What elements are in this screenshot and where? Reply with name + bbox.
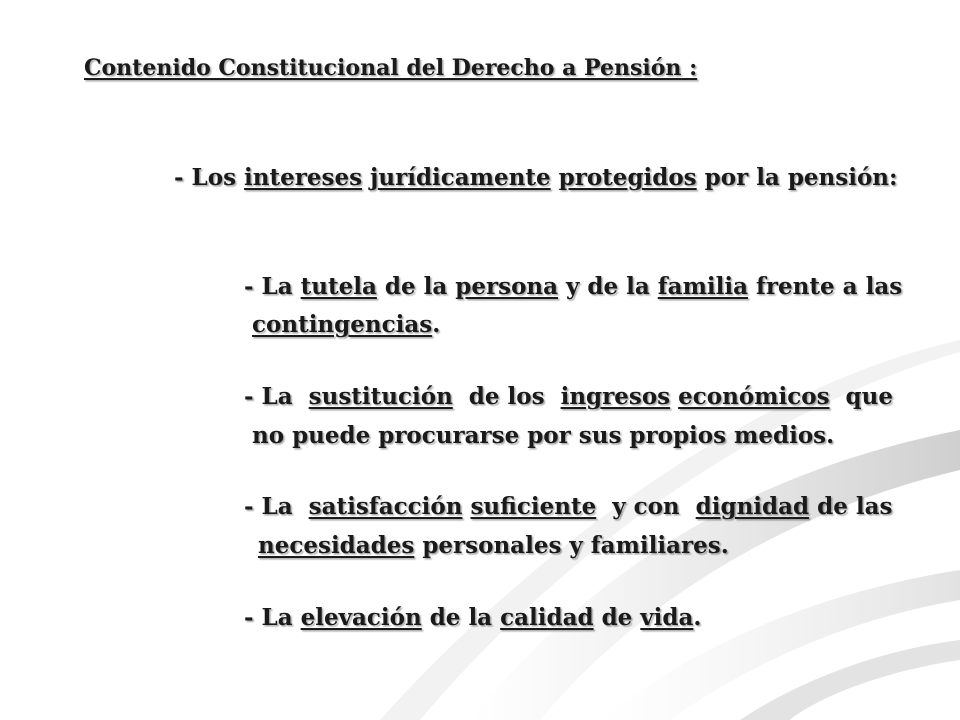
- item-2-word-economicos: económicos: [678, 383, 830, 410]
- item-1-word-tutela: tutela: [300, 273, 377, 300]
- item-1-line-1: - La tutela de la persona y de la familia frente a las: [244, 273, 903, 300]
- subtitle-word-protegidos: protegidos: [558, 164, 697, 191]
- item-2-word-ingresos: ingresos: [560, 383, 671, 410]
- item-4-word-calidad: calidad: [500, 604, 594, 631]
- item-3-word-dignidad: dignidad: [695, 493, 810, 520]
- item-3-line-2: necesidades personales y familiares.: [258, 532, 729, 559]
- subtitle-tail: por la pensión:: [696, 164, 898, 191]
- slide-title-colon: :: [681, 55, 698, 81]
- item-1-word-persona: persona: [455, 273, 559, 300]
- item-3-line-1: - La satisfacción suficiente y con dignidad de las: [244, 493, 893, 520]
- item-2-line-1: - La sustitución de los ingresos económicos que: [244, 383, 893, 410]
- item-2-line-2: no puede procurarse por sus propios medios.: [252, 422, 835, 449]
- subtitle-line: [174, 163, 898, 193]
- item-1-word-familia: familia: [657, 273, 749, 300]
- item-4-word-elevacion: elevación: [300, 604, 422, 631]
- subtitle-word-intereses: intereses: [244, 164, 363, 191]
- item-2-word-sustitucion: sustitución: [308, 383, 453, 410]
- subtitle-dash: - Los: [174, 164, 245, 191]
- item-3-word-satisfaccion: satisfacción: [308, 493, 463, 520]
- slide-title-text: Contenido Constitucional del Derecho a Pensión: [84, 55, 682, 81]
- item-4-line-1: - La elevación de la calidad de vida.: [244, 604, 702, 631]
- slide-title: [84, 53, 697, 83]
- item-1-word-contingencias: contingencias: [252, 311, 433, 338]
- item-1-line-2: contingencias.: [252, 311, 441, 338]
- item-4-word-vida: vida: [640, 604, 694, 631]
- subtitle-word-juridicamente: jurídicamente: [370, 164, 551, 191]
- item-3-word-necesidades: necesidades: [258, 532, 415, 559]
- item-3-word-suficiente: suficiente: [470, 493, 597, 520]
